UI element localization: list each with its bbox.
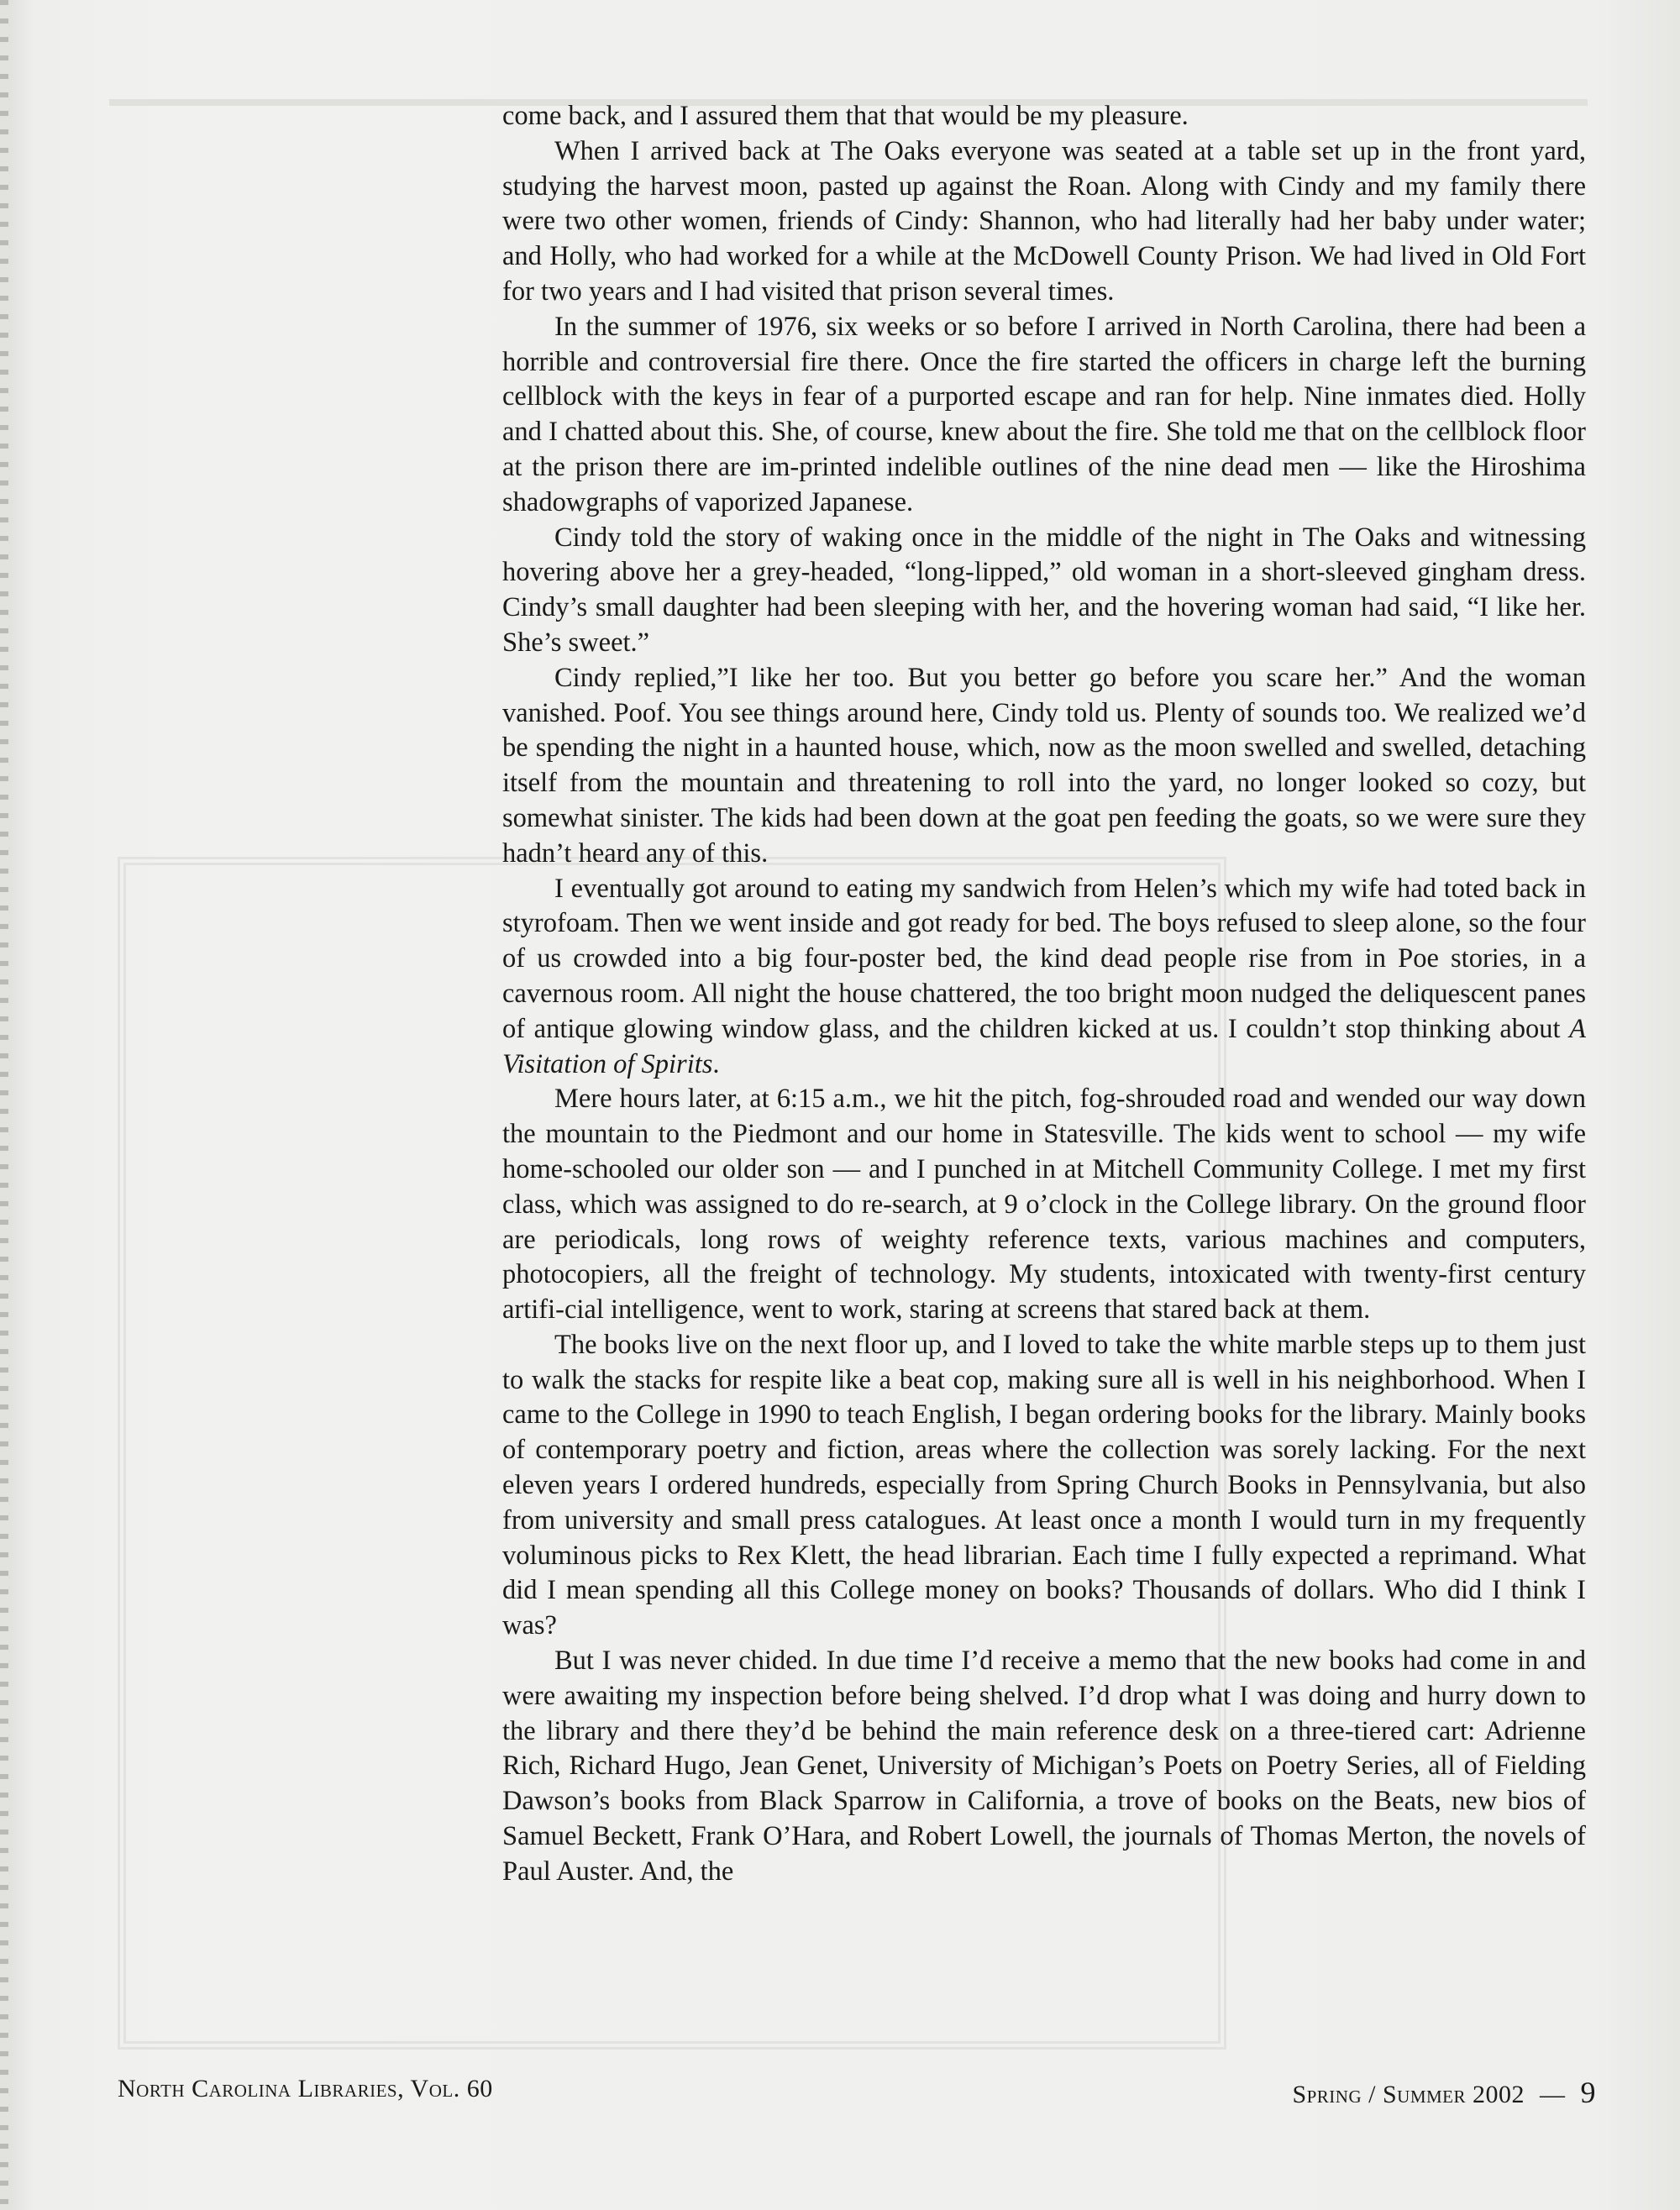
paragraph-6-text: I eventually got around to eating my sandwich from Helen’s which my wife had toted back in styrofoam. Then we went inside and got ready for bed. The boys refused to sleep alone, so the four of us crowded into a big four-poster bed, the kind dead people rise from in Poe stories, in a cavernous room. All night the house chattered, the too bright moon nudged the deliquescent panes of antique glowing window glass, and the children kicked at us. I couldn’t stop thinking about <box>502 873 1586 1044</box>
issue-label: Spring / Summer 2002 <box>1292 2081 1525 2108</box>
paragraph-6-punct: . <box>712 1048 720 1079</box>
book-title-italic: A Visitation of Spirits <box>502 1013 1587 1079</box>
paragraph-1: come back, and I assured them that that would be my pleasure. <box>502 101 1189 131</box>
journal-name: North Carolina Libraries, Vol. 60 <box>118 2075 493 2102</box>
paragraph-9: But I was never chided. In due time I’d receive a memo that the new books had come in and were awaiting my inspection before being shelved. I’d drop what I was doing and hurry down to the library and there they’d be behind the main reference desk on a three-tiered cart: Adrienne Rich, Richard Hugo, Jean Genet, University of Michigan’s Poets on Poetry Series, all of Fielding Dawson’s books from Black Sparrow in California, a trove of books on the Beats, new bios of Samuel Beckett, Frank O’Hara, and Robert Lowell, the journals of Thomas Merton, the novels of Paul Auster. And, the <box>502 1646 1586 1887</box>
footer-dash: — <box>1540 2081 1566 2108</box>
page-footer <box>118 2075 1596 2117</box>
paragraph-2: When I arrived back at The Oaks everyone was seated at a table set up in the front yard, studying the harvest moon, pasted up against the Roan. Along with Cindy and my family there were two other women, friends of Cindy: Shannon, who had literally had her baby under water; and Holly, who had worked for a while at the McDowell County Prison. We had lived in Old Fort for two years and I had visited that prison several times. <box>502 135 1586 307</box>
paragraph-5: Cindy replied,”I like her too. But you better go before you scare her.” And the woman vanished. Poof. You see things around here, Cindy told us. Plenty of sounds too. We realized we’d be spending the night in a haunted house, which, now as the moon swelled and swelled, detaching itself from the mountain and threatening to roll into the yard, no longer looked so cozy, but somewhat sinister. The kids had been down at the goat pen feeding the goats, so we were sure they hadn’t heard any of this. <box>502 662 1586 869</box>
paragraph-4: Cindy told the story of waking once in the middle of the night in The Oaks and witnessing hovering above her a grey-headed, “long-lipped,” old woman in a short-sleeved gingham dress. Cindy’s small daughter had been sleeping with her, and the hovering woman had said, “I like her. She’s sweet.” <box>502 522 1586 658</box>
binding-edge <box>0 0 8 2210</box>
page-number: 9 <box>1580 2076 1596 2109</box>
paragraph-7: Mere hours later, at 6:15 a.m., we hit the pitch, fog-shrouded road and wended our way down the mountain to the Piedmont and our home in Statesville. The kids went to school — my wife home-schooled our older son — and I punched in at Mitchell Community College. I met my first class, which was assigned to do re-search, at 9 o’clock in the College library. On the ground floor are periodicals, long rows of weighty reference texts, various machines and computers, photocopiers, all the freight of technology. My students, intoxicated with twenty-first century artifi-cial intelligence, went to work, staring at screens that stared back at them. <box>502 1084 1586 1325</box>
paragraph-8: The books live on the next floor up, and I loved to take the white marble steps up to them just to walk the stacks for respite like a beat cop, making sure all is well in his neighborhood. When I came to the College in 1990 to teach English, I began ordering books for the library. Mainly books of contemporary poetry and fiction, areas where the collection was sorely lacking. For the next eleven years I ordered hundreds, especially from Spring Church Books in Pennsylvania, but also from university and small press catalogues. At least once a month I would turn in my frequently voluminous picks to Rex Klett, the head librarian. Each time I fully expected a reprimand. What did I mean spending all this College money on books? Thousands of dollars. Who did I think I was? <box>502 1329 1586 1641</box>
paragraph-6 <box>502 872 1586 1083</box>
article-body <box>502 99 1586 1890</box>
issue-info <box>1292 2075 1596 2110</box>
paragraph-3: In the summer of 1976, six weeks or so before I arrived in North Carolina, there had been a horrible and controversial fire there. Once the fire started the officers in charge left the burning cellblock with the keys in fear of a purported escape and ran for help. Nine inmates died. Holly and I chatted about this. She, of course, knew about the fire. She told me that on the cellblock floor at the prison there are im-printed indelible outlines of the nine dead men — like the Hiroshima shadowgraphs of vaporized Japanese. <box>502 311 1586 517</box>
